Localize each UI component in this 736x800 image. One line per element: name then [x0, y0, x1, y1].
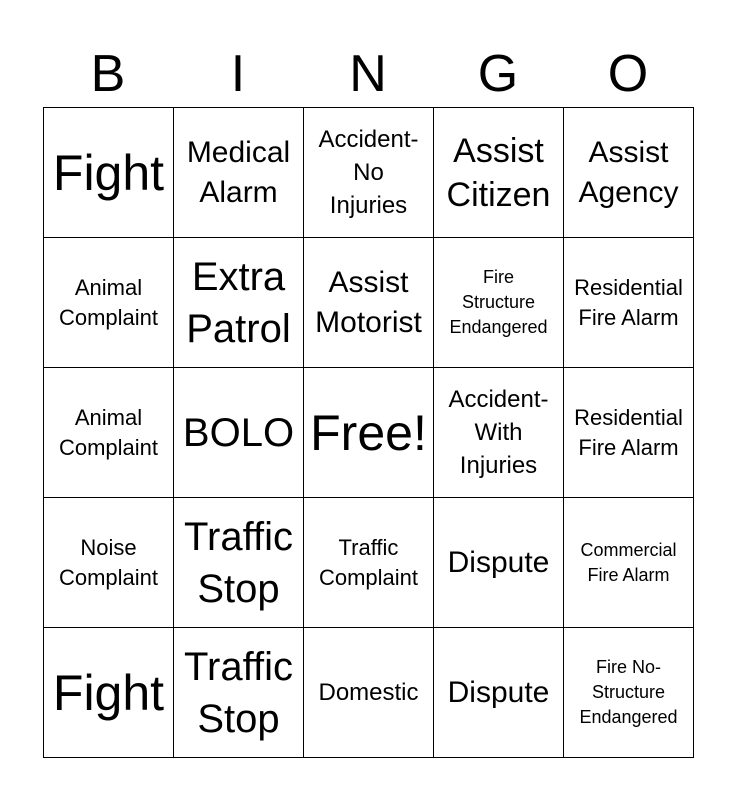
cell-label: Fight [52, 144, 165, 201]
bingo-cell-r5-c5[interactable] [564, 628, 694, 758]
bingo-cell-r4-c5[interactable] [564, 498, 694, 628]
bingo-cell-r2-c5[interactable] [564, 238, 694, 368]
bingo-cell-r5-c4[interactable] [434, 628, 564, 758]
bingo-cell-r5-c3[interactable] [304, 628, 434, 758]
cell-label: Animal Complaint [58, 274, 159, 330]
bingo-cell-r1-c4[interactable] [434, 108, 564, 238]
cell-label: Residential Fire Alarm [574, 404, 683, 460]
cell-label: Assist Citizen [446, 131, 551, 214]
bingo-cell-r2-c4[interactable] [434, 238, 564, 368]
header-letter-g: G [477, 45, 519, 103]
header-letter-b: B [90, 45, 126, 103]
bingo-header [43, 40, 693, 108]
bingo-cell-r3-c1[interactable] [44, 368, 174, 498]
cell-label: Traffic Stop [184, 644, 293, 741]
cell-label: Fight [52, 664, 165, 721]
cell-label: Residential Fire Alarm [574, 274, 683, 330]
cell-label: Extra Patrol [186, 254, 291, 351]
bingo-cell-r2-c2[interactable] [174, 238, 304, 368]
bingo-cell-r3-c4[interactable] [434, 368, 564, 498]
cell-label: Assist Motorist [315, 265, 422, 339]
cell-label: Accident- No Injuries [318, 126, 419, 219]
header-letter-o: O [607, 45, 649, 103]
cell-label: Animal Complaint [58, 404, 159, 460]
bingo-cell-free[interactable] [304, 368, 434, 498]
bingo-cell-r4-c4[interactable] [434, 498, 564, 628]
cell-label: Traffic Complaint [318, 534, 419, 590]
bingo-cell-r2-c1[interactable] [44, 238, 174, 368]
header-letter-i: I [230, 45, 246, 103]
cell-label: Traffic Stop [184, 514, 293, 611]
free-space-label: Free! [310, 404, 427, 461]
bingo-cell-r1-c2[interactable] [174, 108, 304, 238]
bingo-cell-r1-c3[interactable] [304, 108, 434, 238]
cell-label: Assist Agency [578, 135, 679, 209]
bingo-cell-r5-c1[interactable] [44, 628, 174, 758]
header-letter-n: N [349, 45, 387, 103]
cell-label: BOLO [182, 410, 295, 455]
cell-label: Noise Complaint [58, 534, 159, 590]
cell-label: Domestic [318, 679, 419, 706]
cell-label: Dispute [447, 545, 550, 579]
bingo-cell-r3-c5[interactable] [564, 368, 694, 498]
bingo-cell-r3-c2[interactable] [174, 368, 304, 498]
bingo-cell-r5-c2[interactable] [174, 628, 304, 758]
cell-label: Medical Alarm [186, 135, 291, 209]
cell-label: Accident- With Injuries [448, 386, 549, 479]
cell-label: Fire No- Structure Endangered [579, 657, 678, 727]
bingo-cell-r1-c5[interactable] [564, 108, 694, 238]
bingo-cell-r2-c3[interactable] [304, 238, 434, 368]
bingo-cell-r4-c3[interactable] [304, 498, 434, 628]
cell-label: Dispute [447, 675, 550, 709]
cell-label: Fire Structure Endangered [449, 267, 548, 337]
bingo-board [43, 107, 694, 758]
bingo-cell-r1-c1[interactable] [44, 108, 174, 238]
cell-label: Commercial Fire Alarm [580, 539, 677, 585]
bingo-cell-r4-c1[interactable] [44, 498, 174, 628]
bingo-cell-r4-c2[interactable] [174, 498, 304, 628]
